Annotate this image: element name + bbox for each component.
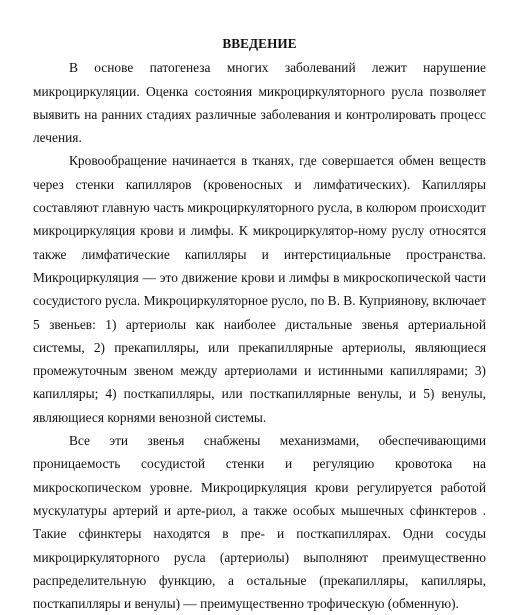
document-page xyxy=(33,32,486,615)
paragraph-3: Все эти звенья снабжены механизмами, обеспечивающими проницаемость сосудистой стенки и регуляцию кровотока на микроскопическом уровне. Микроциркуляция крови регулируется работой мускулатуры артерий и арте-риол, а также особых мышечных сфинктеров . Такие сфинктеры находятся в пре- и посткапиллярах. Одни сосуды микроциркуляторного русла (артериолы) выполняют преимущественно распределительную функцию, а остальные (прекапилляры, капилляры, посткапилляры и венулы) — преимущественно трофическую (обменную). xyxy=(33,433,486,612)
section-title: ВВЕДЕНИЕ xyxy=(222,36,297,51)
paragraph-2: Кровообращение начинается в тканях, где совершается обмен веществ через стенки капилляров (кровеносных и лимфатических). Капилляры составляют главную часть микроциркуляторного русла, в колюром происходит микроциркуляция крови и лимфы. К микроциркулятор-ному руслу относятся также лимфатические капилляры и интерстициальные пространства. Микроциркуляция — это движение крови и лимфы в микроскопической части сосудистого русла. Микроциркуляторное русло, по В. В. Куприянову, включает 5 звеньев: 1) артериолы как наиболее дистальные звенья артериальной системы, 2) прекапилляры, или прекапиллярные артериолы, являющиеся промежуточным звеном между артериолами и истинными капиллярами; 3) капилляры; 4) посткапилляры, или посткапиллярные венулы, и 5) венулы, являющиеся корнями венозной системы. xyxy=(33,153,486,425)
paragraph-1: В основе патогенеза многих заболеваний лежит нарушение микроциркуляции. Оценка состояния микроциркуляторного русла позволяет выявить на ранних стадиях различные заболевания и контролировать процесс лечения. xyxy=(33,60,486,146)
